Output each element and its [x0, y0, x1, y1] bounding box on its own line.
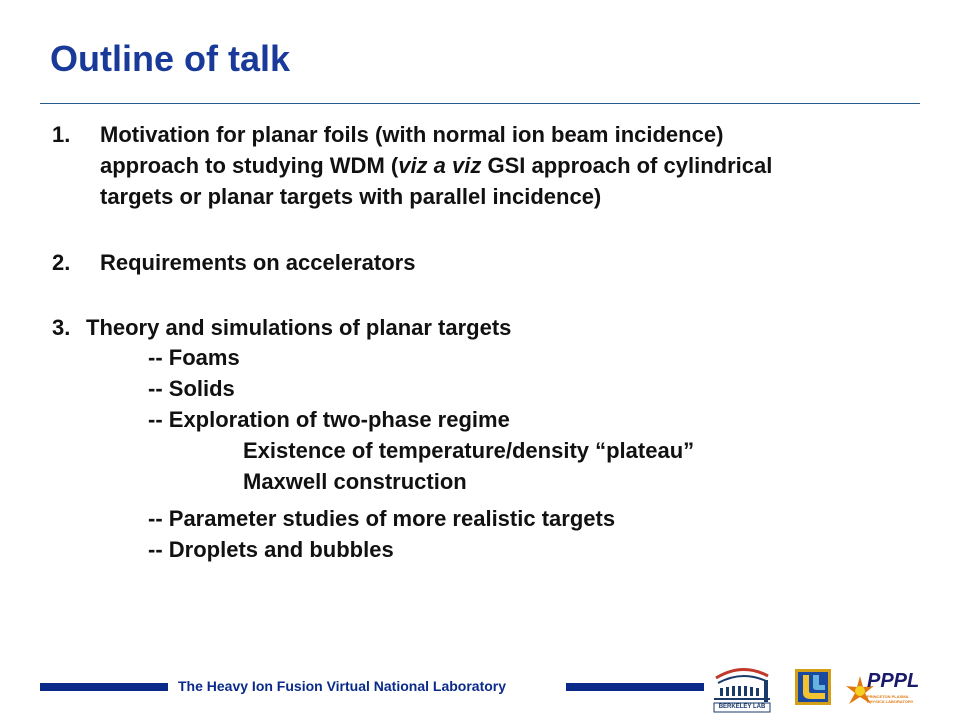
item1-line2-a: approach to studying WDM ( — [100, 153, 399, 178]
item3-sub-plateau: Existence of temperature/density “plateau” — [243, 438, 695, 463]
berkeley-lab-logo — [712, 664, 776, 714]
item3-sub-maxwell: Maxwell construction — [243, 469, 467, 494]
item3-sub-two-phase: -- Exploration of two-phase regime — [148, 407, 510, 432]
item1-line1: Motivation for planar foils (with normal ion beam incidence) — [100, 122, 724, 147]
item3-sub-parameter: -- Parameter studies of more realistic targets — [148, 506, 616, 531]
item3-sub-foams: -- Foams — [148, 345, 240, 370]
pppl-logo — [845, 670, 923, 712]
item3-sub-solids: -- Solids — [148, 376, 235, 401]
title-divider — [40, 103, 920, 104]
item2-text: Requirements on accelerators — [100, 250, 416, 275]
llnl-logo — [795, 669, 831, 705]
item1-number: 1. — [52, 122, 71, 147]
slide-title: Outline of talk — [50, 38, 291, 79]
item3-number: 3. — [52, 315, 71, 340]
item3-text: Theory and simulations of planar targets — [86, 315, 512, 340]
berkeley-lab-wordmark: BERKELEY LAB — [718, 704, 766, 710]
footer-bar-right — [566, 683, 704, 691]
item1-line2 — [100, 151, 772, 181]
footer-bar-left — [40, 683, 168, 691]
item1-line2-italic: viz a viz — [398, 153, 482, 178]
item1-line2-b: GSI approach of cylindrical — [481, 153, 773, 178]
item2-number: 2. — [52, 250, 71, 275]
pppl-wordmark: PPPL — [867, 670, 920, 692]
pppl-subtitle: PRINCETON PLASMA PHYSICS LABORATORY — [867, 694, 914, 704]
item1-line3: targets or planar targets with parallel incidence) — [100, 184, 602, 209]
item3-sub-droplets: -- Droplets and bubbles — [148, 537, 394, 562]
footer-lab-name: The Heavy Ion Fusion Virtual National Laboratory — [178, 678, 507, 694]
